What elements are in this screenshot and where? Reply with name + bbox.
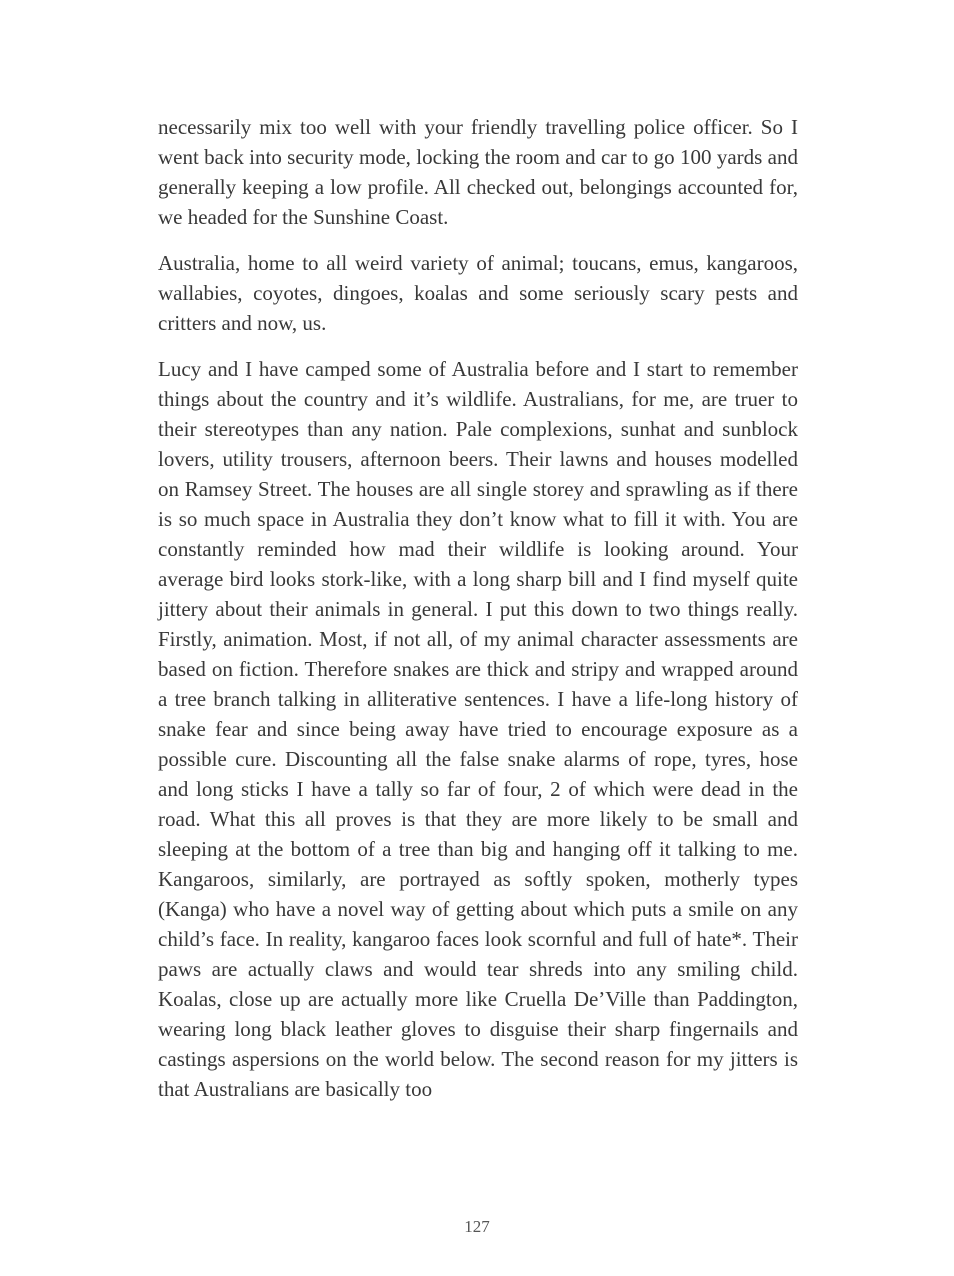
body-text — [158, 112, 798, 1104]
page-number: 127 — [464, 1217, 490, 1236]
paragraph-1: necessarily mix too well with your friendly travelling police officer. So I went back into security mode, locking the room and car to go 100 yards and generally keeping a low profile. All checked out, belongings accounted for, we headed for the Sunshine Coast. — [158, 115, 798, 229]
paragraph-3: Lucy and I have camped some of Australia before and I start to remember things about the country and it’s wildlife. Australians, for me, are truer to their stereotypes than any nation. Pale complexions, sunhat and sunblock lovers, utility trousers, afternoon beers. Their lawns and houses modelled on Ramsey Street. The houses are all single storey and sprawling as if there is so much space in Australia they don’t know what to fill it with. You are constantly reminded how mad their wildlife is looking around. Your average bird looks stork-like, with a long sharp bill and I find myself quite jittery about their animals in general. I put this down to two things really. Firstly, animation. Most, if not all, of my animal character assessments are based on fiction. Therefore snakes are thick and stripy and wrapped around a tree branch talking in alliterative sentences. I have a life-long history of snake fear and since being away have tried to encourage exposure as a possible cure. Discounting all the false snake alarms of rope, tyres, hose and long sticks I have a tally so far of four, 2 of which were dead in the road. What this all proves is that they are more likely to be small and sleeping at the bottom of a tree than big and hanging off it talking to me. Kangaroos, similarly, are portrayed as softly spoken, motherly types (Kanga) who have a novel way of getting about which puts a smile on any child’s face. In reality, kangaroo faces look scornful and full of hate*. Their paws are actually claws and would tear shreds into any smiling child. Koalas, close up are actually more like Cruella De’Ville than Paddington, wearing long black leather gloves to disguise their sharp fingernails and castings aspersions on the world below. The second reason for my jitters is that Australians are basically too — [158, 357, 798, 1101]
paragraph-2: Australia, home to all weird variety of animal; toucans, emus, kangaroos, wallabies, coyotes, dingoes, koalas and some seriously scary pests and critters and now, us. — [158, 251, 798, 335]
